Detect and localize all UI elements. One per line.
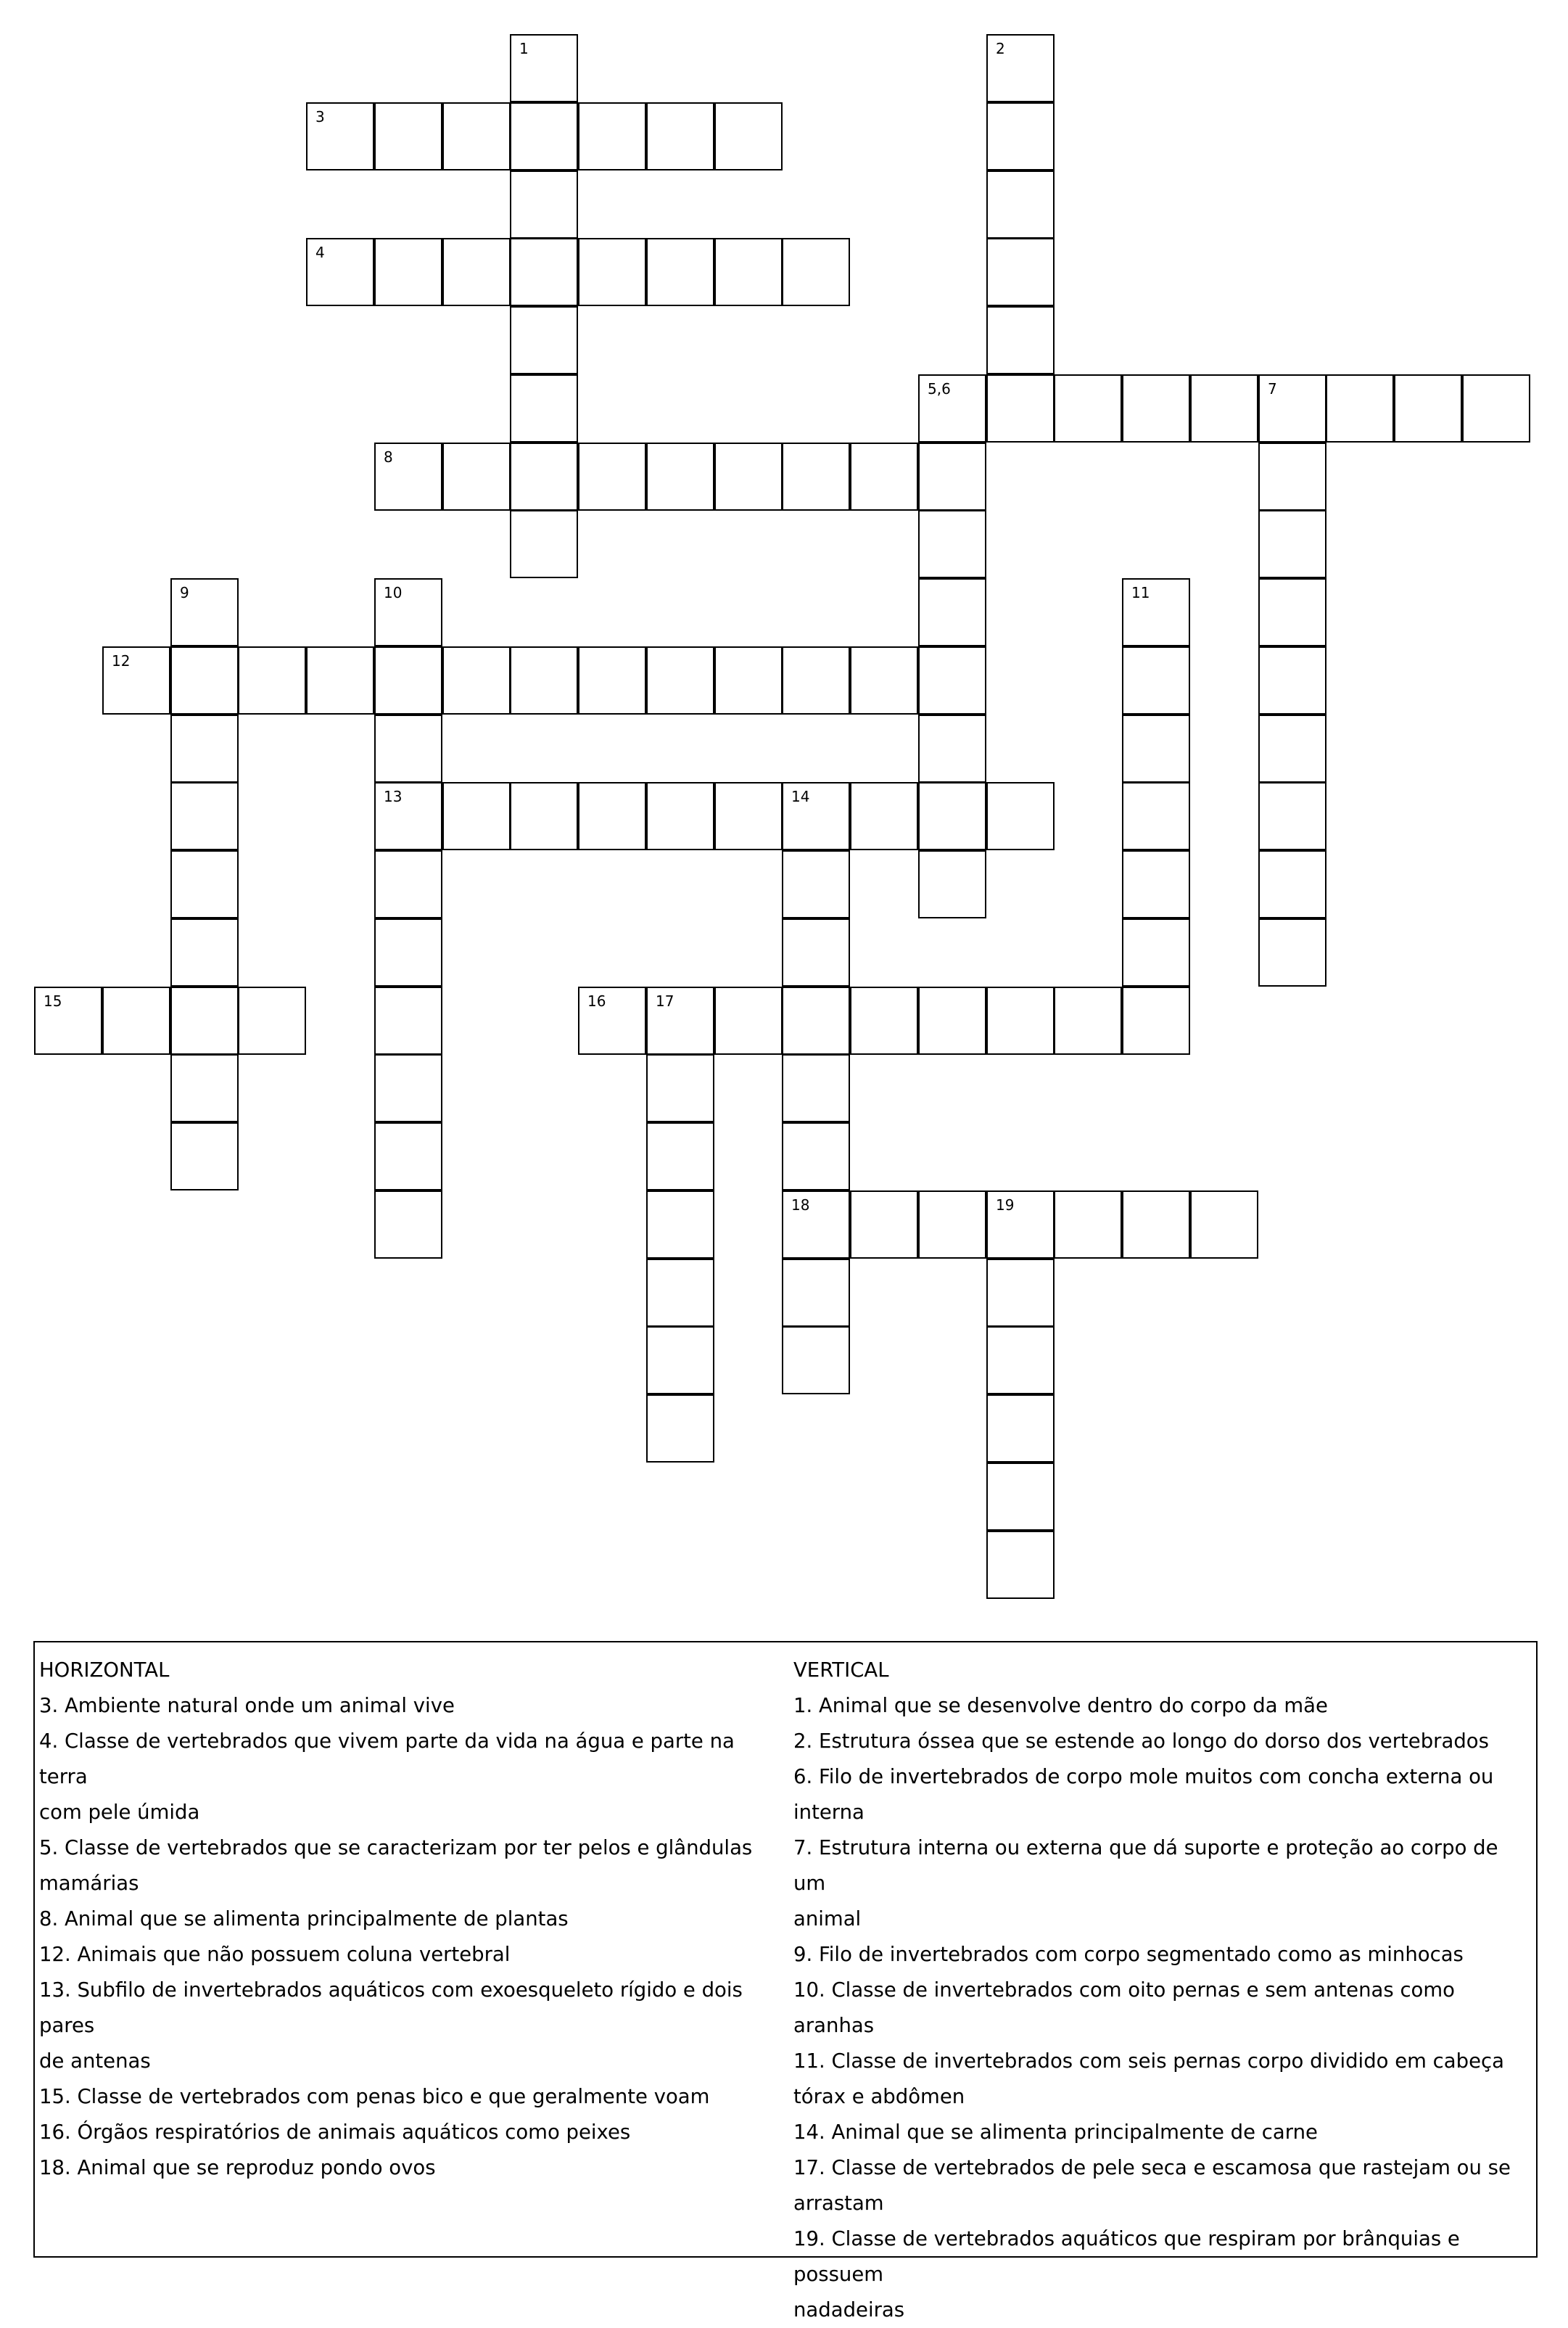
clue-line: com pele úmida — [39, 1801, 200, 1824]
crossword-cell[interactable] — [782, 1122, 850, 1190]
clue-line: nadadeiras — [793, 2298, 905, 2321]
crossword-cell[interactable] — [918, 715, 986, 783]
crossword-cell[interactable] — [306, 102, 374, 170]
crossword-cell[interactable] — [1462, 374, 1530, 443]
crossword-cell[interactable] — [1190, 1190, 1258, 1259]
crossword-cell[interactable] — [1122, 374, 1190, 443]
clue-line: 12. Animais que não possuem coluna vertebral — [39, 1943, 511, 1966]
crossword-cell[interactable] — [1394, 374, 1462, 443]
crossword-cell[interactable] — [782, 646, 850, 715]
clue-number: 11 — [1131, 584, 1150, 601]
crossword-cell[interactable] — [1258, 918, 1326, 987]
crossword-cell[interactable] — [102, 987, 170, 1055]
crossword-cell[interactable] — [986, 34, 1055, 102]
crossword-cell[interactable] — [442, 102, 511, 170]
crossword-cell[interactable] — [782, 987, 850, 1055]
crossword-cell[interactable] — [850, 782, 918, 850]
crossword-cell[interactable] — [374, 443, 442, 511]
clue-line: tórax e abdômen — [793, 2085, 965, 2108]
crossword-cell[interactable] — [578, 238, 646, 306]
crossword-cell[interactable] — [442, 238, 511, 306]
clue-line: 2. Estrutura óssea que se estende ao longo do dorso dos vertebrados — [793, 1729, 1489, 1753]
crossword-cell[interactable] — [1122, 850, 1190, 918]
crossword-cell[interactable] — [918, 443, 986, 511]
crossword-cell[interactable] — [646, 782, 714, 850]
clue-number: 12 — [112, 652, 131, 670]
crossword-cell[interactable] — [1122, 987, 1190, 1055]
crossword-cell[interactable] — [714, 238, 783, 306]
crossword-cell[interactable] — [986, 1531, 1055, 1599]
clue-line: 10. Classe de invertebrados com oito pernas e sem antenas como aranhas — [793, 1978, 1455, 2037]
crossword-cell[interactable] — [1054, 374, 1122, 443]
clue-number: 9 — [180, 584, 189, 601]
crossword-cell[interactable] — [646, 646, 714, 715]
crossword-cell[interactable] — [1190, 374, 1258, 443]
crossword-cell[interactable] — [918, 987, 986, 1055]
clue-line: 15. Classe de vertebrados com penas bico e que geralmente voam — [39, 2085, 710, 2108]
crossword-cell[interactable] — [1122, 782, 1190, 850]
crossword-cell[interactable] — [986, 1394, 1055, 1463]
crossword-cell[interactable] — [782, 1190, 850, 1259]
crossword-cell[interactable] — [918, 782, 986, 850]
crossword-cell[interactable] — [1258, 715, 1326, 783]
clue-number: 17 — [656, 992, 674, 1010]
crossword-cell[interactable] — [510, 238, 578, 306]
crossword-cell[interactable] — [918, 374, 986, 443]
crossword-cell[interactable] — [374, 578, 442, 646]
crossword-cell[interactable] — [510, 34, 578, 102]
vertical-title: VERTICAL — [793, 1658, 889, 1682]
crossword-cell[interactable] — [646, 443, 714, 511]
crossword-cell[interactable] — [374, 918, 442, 987]
clue-line: 4. Classe de vertebrados que vivem parte da vida na água e parte na terra — [39, 1729, 735, 1788]
clue-number: 14 — [791, 788, 810, 805]
clue-line: 5. Classe de vertebrados que se caracterizam por ter pelos e glândulas — [39, 1836, 753, 1859]
crossword-cell[interactable] — [646, 1190, 714, 1259]
crossword-cell[interactable] — [170, 1122, 239, 1190]
crossword-cell[interactable] — [442, 782, 511, 850]
clue-line: 13. Subfilo de invertebrados aquáticos com exoesqueleto rígido e dois pares — [39, 1978, 743, 2037]
crossword-cell[interactable] — [102, 646, 170, 715]
crossword-cell[interactable] — [1326, 374, 1394, 443]
crossword-cell[interactable] — [646, 1394, 714, 1463]
crossword-cell[interactable] — [986, 238, 1055, 306]
crossword-cell[interactable] — [374, 715, 442, 783]
crossword-cell[interactable] — [646, 1259, 714, 1327]
clue-line: interna — [793, 1801, 865, 1824]
clue-number: 8 — [384, 448, 393, 466]
crossword-cell[interactable] — [1122, 715, 1190, 783]
crossword-cell[interactable] — [782, 238, 850, 306]
crossword-cell[interactable] — [918, 850, 986, 918]
clue-line: 11. Classe de invertebrados com seis pernas corpo dividido em cabeça — [793, 2049, 1504, 2073]
crossword-cell[interactable] — [1054, 987, 1122, 1055]
crossword-cell[interactable] — [1122, 918, 1190, 987]
crossword-cell[interactable] — [986, 170, 1055, 239]
crossword-cell[interactable] — [986, 1326, 1055, 1394]
horizontal-clues — [39, 1653, 779, 2186]
clue-line: 17. Classe de vertebrados de pele seca e escamosa que rastejam ou se — [793, 2156, 1511, 2179]
clue-line: 1. Animal que se desenvolve dentro do corpo da mãe — [793, 1694, 1328, 1717]
crossword-cell[interactable] — [374, 102, 442, 170]
crossword-cell[interactable] — [238, 646, 306, 715]
crossword-cell[interactable] — [646, 1122, 714, 1190]
crossword-cell[interactable] — [170, 578, 239, 646]
crossword-cell[interactable] — [1122, 646, 1190, 715]
clue-number: 1 — [519, 40, 529, 57]
clue-number: 7 — [1268, 380, 1277, 398]
crossword-cell[interactable] — [1258, 782, 1326, 850]
clue-number: 2 — [996, 40, 1005, 57]
crossword-cell[interactable] — [510, 170, 578, 239]
crossword-cell[interactable] — [782, 443, 850, 511]
crossword-cell[interactable] — [170, 646, 239, 715]
crossword-cell[interactable] — [170, 782, 239, 850]
crossword-cell[interactable] — [306, 238, 374, 306]
crossword-cell[interactable] — [850, 646, 918, 715]
crossword-cell[interactable] — [1258, 578, 1326, 646]
crossword-cell[interactable] — [986, 306, 1055, 374]
clues-box — [33, 1641, 1538, 2321]
crossword-cell[interactable] — [374, 1122, 442, 1190]
crossword-cell[interactable] — [374, 238, 442, 306]
crossword-cell[interactable] — [782, 1054, 850, 1122]
crossword-cell[interactable] — [986, 1190, 1055, 1259]
crossword-cell[interactable] — [714, 987, 783, 1055]
clue-number: 15 — [44, 992, 62, 1010]
crossword-cell[interactable] — [1122, 1190, 1190, 1259]
clue-number: 5,6 — [928, 380, 951, 398]
crossword-cell[interactable] — [918, 646, 986, 715]
crossword-cell[interactable] — [510, 782, 578, 850]
clue-number: 13 — [384, 788, 403, 805]
crossword-cell[interactable] — [510, 102, 578, 170]
clue-number: 19 — [996, 1196, 1015, 1214]
vertical-clues — [793, 1653, 1533, 2328]
crossword-cell[interactable] — [782, 1326, 850, 1394]
crossword-cell[interactable] — [34, 987, 102, 1055]
crossword-cell[interactable] — [578, 102, 646, 170]
crossword-cell[interactable] — [578, 782, 646, 850]
crossword-cell[interactable] — [986, 374, 1055, 443]
crossword-cell[interactable] — [170, 1054, 239, 1122]
crossword-cell[interactable] — [578, 987, 646, 1055]
clue-line: 8. Animal que se alimenta principalmente de plantas — [39, 1907, 569, 1930]
crossword-cell[interactable] — [170, 850, 239, 918]
crossword-cell[interactable] — [510, 374, 578, 443]
crossword-cell[interactable] — [510, 306, 578, 374]
clue-number: 18 — [791, 1196, 810, 1214]
crossword-cell[interactable] — [1122, 578, 1190, 646]
crossword-cell[interactable] — [714, 646, 783, 715]
crossword-cell[interactable] — [374, 1190, 442, 1259]
crossword-cell[interactable] — [1258, 646, 1326, 715]
crossword-cell[interactable] — [1258, 443, 1326, 511]
clue-number: 3 — [315, 108, 325, 126]
crossword-cell[interactable] — [442, 443, 511, 511]
crossword-cell[interactable] — [510, 646, 578, 715]
horizontal-title: HORIZONTAL — [39, 1658, 170, 1682]
crossword-cell[interactable] — [918, 510, 986, 578]
clue-line: 6. Filo de invertebrados de corpo mole muitos com concha externa ou — [793, 1765, 1494, 1788]
crossword-cell[interactable] — [782, 782, 850, 850]
crossword-cell[interactable] — [714, 443, 783, 511]
crossword-cell[interactable] — [374, 1054, 442, 1122]
crossword-cell[interactable] — [578, 443, 646, 511]
crossword-cell[interactable] — [170, 715, 239, 783]
crossword-cell[interactable] — [510, 510, 578, 578]
crossword-cell[interactable] — [170, 918, 239, 987]
crossword-cell[interactable] — [918, 578, 986, 646]
crossword-cell[interactable] — [782, 850, 850, 918]
crossword-cell[interactable] — [646, 1326, 714, 1394]
clue-line: 19. Classe de vertebrados aquáticos que respiram por brânquias e possuem — [793, 2227, 1460, 2286]
crossword-cell[interactable] — [646, 1054, 714, 1122]
crossword-cell[interactable] — [442, 646, 511, 715]
crossword-cell[interactable] — [646, 102, 714, 170]
crossword-cell[interactable] — [374, 646, 442, 715]
clue-line: 9. Filo de invertebrados com corpo segmentado como as minhocas — [793, 1943, 1464, 1966]
crossword-cell[interactable] — [986, 102, 1055, 170]
clue-line: 18. Animal que se reproduz pondo ovos — [39, 2156, 436, 2179]
crossword-cell[interactable] — [986, 782, 1055, 850]
clue-number: 4 — [315, 244, 325, 261]
crossword-cell[interactable] — [1258, 374, 1326, 443]
crossword-cell[interactable] — [850, 443, 918, 511]
crossword-cell[interactable] — [1054, 1190, 1122, 1259]
clue-number: 16 — [587, 992, 606, 1010]
crossword-cell[interactable] — [1258, 850, 1326, 918]
crossword-cell[interactable] — [306, 646, 374, 715]
crossword-cell[interactable] — [714, 102, 783, 170]
clue-line: 3. Ambiente natural onde um animal vive — [39, 1694, 455, 1717]
clue-line: de antenas — [39, 2049, 151, 2073]
crossword-cell[interactable] — [374, 850, 442, 918]
crossword-cell[interactable] — [646, 238, 714, 306]
crossword-cell[interactable] — [918, 1190, 986, 1259]
crossword-cell[interactable] — [646, 987, 714, 1055]
crossword-cell[interactable] — [170, 987, 239, 1055]
crossword-cell[interactable] — [578, 646, 646, 715]
clue-line: 14. Animal que se alimenta principalmente de carne — [793, 2121, 1318, 2144]
clue-line: mamárias — [39, 1872, 139, 1895]
crossword-cell[interactable] — [374, 987, 442, 1055]
clue-line: 7. Estrutura interna ou externa que dá suporte e proteção ao corpo de um — [793, 1836, 1498, 1895]
clue-line: arrastam — [793, 2192, 884, 2215]
crossword-cell[interactable] — [782, 1259, 850, 1327]
crossword-cell[interactable] — [782, 918, 850, 987]
crossword-cell[interactable] — [1258, 510, 1326, 578]
crossword-cell[interactable] — [374, 782, 442, 850]
crossword-cell[interactable] — [850, 1190, 918, 1259]
crossword-cell[interactable] — [986, 987, 1055, 1055]
crossword-cell[interactable] — [714, 782, 783, 850]
crossword-cell[interactable] — [238, 987, 306, 1055]
clue-line: animal — [793, 1907, 862, 1930]
crossword-cell[interactable] — [986, 1463, 1055, 1531]
clue-line: 16. Órgãos respiratórios de animais aquáticos como peixes — [39, 2121, 631, 2144]
crossword-cell[interactable] — [986, 1259, 1055, 1327]
crossword-cell[interactable] — [850, 987, 918, 1055]
clue-number: 10 — [384, 584, 403, 601]
crossword-cell[interactable] — [510, 443, 578, 511]
